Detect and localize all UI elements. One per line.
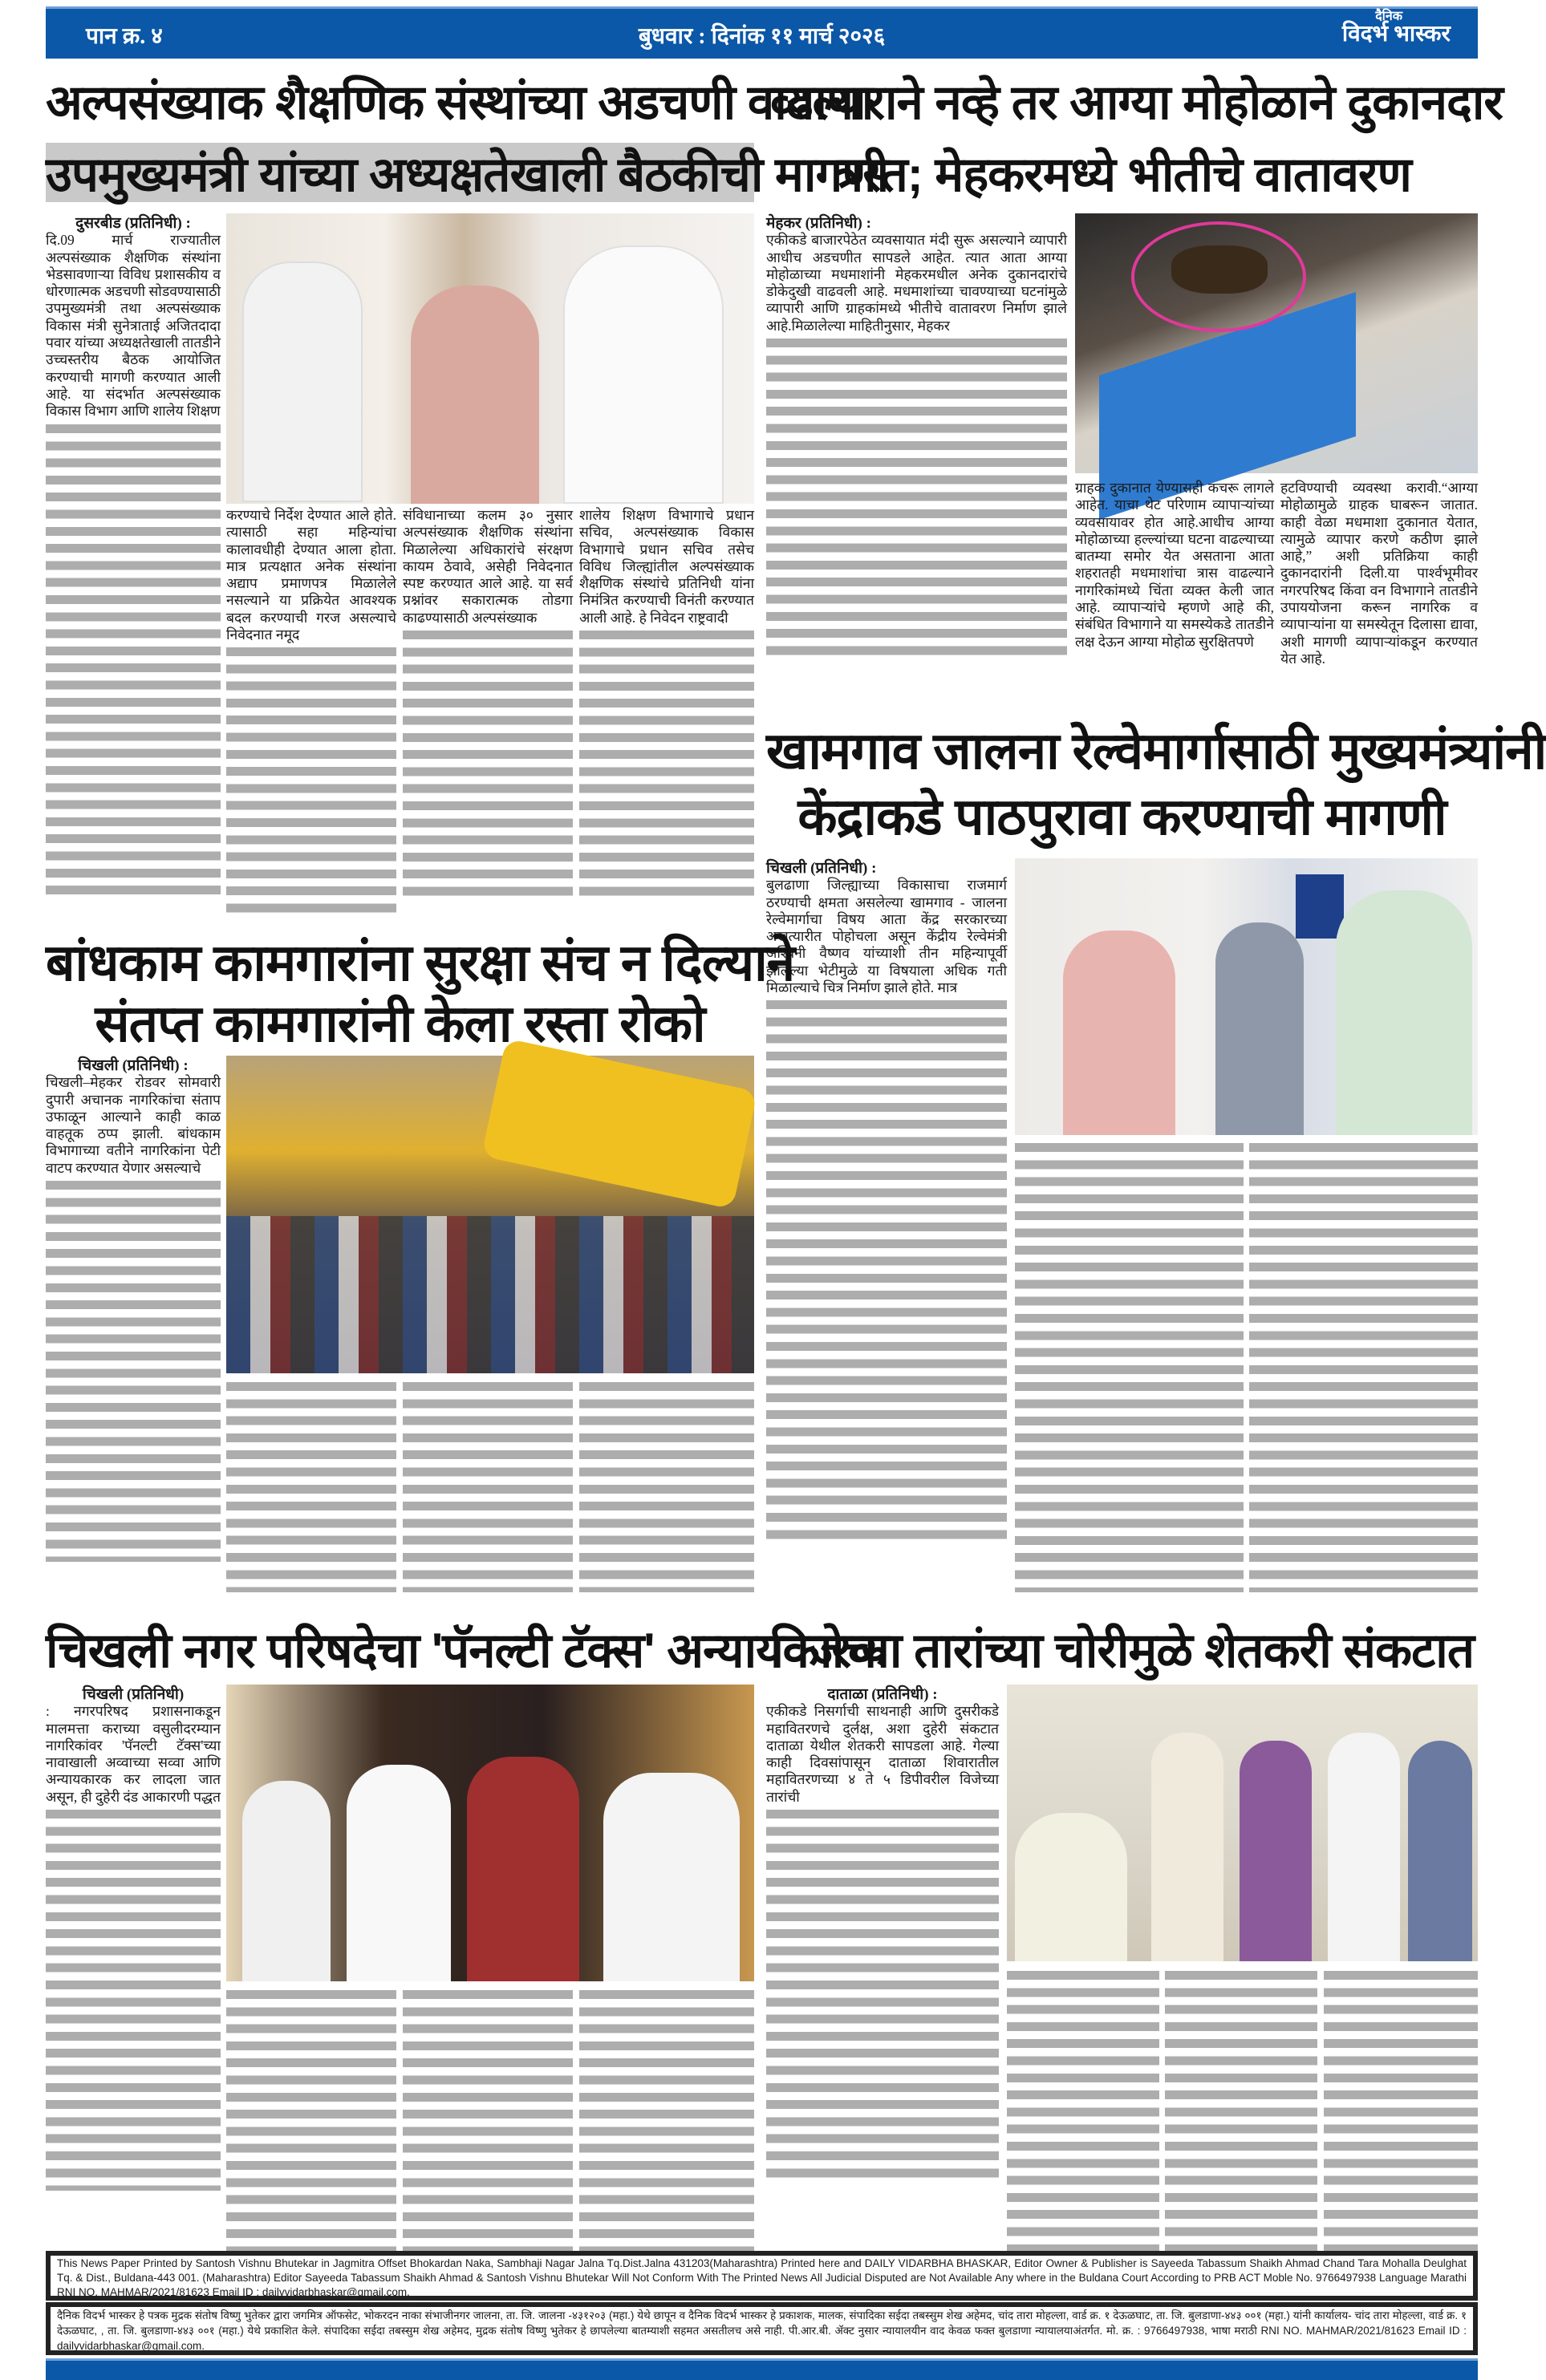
photo-meeting-memorandum [226,213,754,504]
article-column: ग्राहक दुकानात येण्यासही कचरू लागले आहेत. याचा थेट परिणाम व्यापाऱ्यांच्या व्यवसायावर होत आहे.आधीच आग्या मोहोळाच्या हल्ल्यांच्या घटना वाढल्याच्या बातम्या समोर येत असताना आता शहरातही मधमाशांचा त्रास वाढल्याने नागरिकांमध्ये चिंता व्यक्त केली जात आहे. व्यापाऱ्यांचे म्हणणे आहे की, संबंधित विभागाने या समस्येकडे तातडीने लक्ष देऊन आग्या मोहोळ सुरक्षितपणे [1075,480,1274,650]
imprint-marathi: दैनिक विदर्भ भास्कर हे पत्रक मुद्रक संतोष विष्णु भुतेकर द्वारा जगमित्र ऑफसेट, भोकरदन नाका संभाजीनगर जालना, ता. जि. जालना -४३१२०३ (महा.) येथे छापून व दैनिक विदर्भ भास्कर हे प्रकाशक, मालक, संपादिका सईदा तबस्सुम शेख अहेमद, चांद तारा मोहल्ला, वार्ड क्र. १ देऊळघाट, ता. जि. बुलडाणा-४४३ ००१ (महा.) यांनी कार्यालय- चांद तारा मोहल्ला, वार्ड क्र. १ देऊळघाट, , ता. जि. बुलडाणा-४४३ ००१ (महा.) येथे प्रकाशित केले. संपादिका सईदा तबस्सुम शेख अहेमद, मुद्रक संतोष विष्णु भुतेकर हे छापलेल्या बातम्याशी सहमत असतीलच असे नाही. पी.आर.बी. ॲक्ट नुसार न्यायालयीन वाद केवळ फक्त बुलडाणा न्यायालयाअंतर्गत. मो. क्र. : 9766497938, भाषा मराठी RNI NO. MAHMAR/2021/81623 Email ID : dailyvidarbhaskar@gmail.com. [46,2302,1478,2355]
article-body-continued [579,1378,754,1592]
bottom-bar [46,2358,1478,2380]
article-lead-column: दाताळा (प्रतिनिधी) : एकीकडे निसर्गाची साथनाही आणि दुसरीकडे महावितरणचे दुर्लक्ष, अशा दुहेरी संकटात दाताळा येथील शेतकरी सापडला आहे. गेल्या काही दिवसांपासून दाताळा शिवारातील महावितरणच्या ४ ते ५ डिपीवरील विजेच्या तारांची [766,1686,999,2257]
article-lead-column: चिखली (प्रतिनिधी) : चिखली–मेहकर रोडवर सोमवारी दुपारी अचानक नागरिकांचा संताप उफाळून आल्याने काही काळ वाहतूक ठप्प झाली. बांधकाम विभागाच्या वतीने नागरिकांना पेटी वाटप करण्यात येणार असल्याचे [46,1057,221,1592]
newspaper-logo: दैनिक विदर्भ भास्कर [1341,10,1451,47]
headline-khamgaon-jalna-railway-line2: केंद्राकडे पाठपुरावा करण्याची मागणी [797,788,1447,845]
photo-penalty-tax-memorandum [226,1685,754,1981]
headline-khamgaon-jalna-railway: खामगाव जालना रेल्वेमार्गासाठी मुख्यमंत्र्यांनी [766,722,1546,780]
subheadline-meeting-demand: उपमुख्यमंत्री यांच्या अध्यक्षतेखाली बैठकीची मागणी [46,143,754,202]
dateline: चिखली (प्रतिनिधी) [82,1686,185,1703]
article-body-continued [766,996,1007,1542]
article-body-continued [1015,1139,1244,1592]
article-body-continued [46,1177,221,1562]
headline-construction-workers: बांधकाम कामगारांना सुरक्षा संच न दिल्याने [46,934,795,991]
headline-wire-theft: विजेच्या तारांच्या चोरीमुळे शेतकरी संकटात [769,1624,1475,1677]
article-lead-column: चिखली (प्रतिनिधी) : बुलढाणा जिल्ह्याच्या विकासाचा राजमार्ग ठरण्याची क्षमता असलेल्या खामगाव - जालना रेल्वेमार्गाचा विषय आता केंद्र सरकारच्या अखत्यारीत पोहोचला असून केंद्रीय रेल्वेमंत्री अश्विनी वैष्णव यांच्याशी तीन महिन्यापूर्वी झालेल्या भेटीमुळे या विषयाला अधिक गती मिळाल्याचे चित्र निर्माण झाले होते. मात्र [766,860,1007,1591]
dateline: चिखली (प्रतिनिधी) : [78,1057,189,1074]
dateline: दुसरबीड (प्रतिनिधी) : [75,215,191,232]
article-body-continued [46,420,221,902]
article-body-continued [403,1986,573,2257]
imprint-english: This News Paper Printed by Santosh Vishnu Bhutekar in Jagmitra Offset Bhokardan Naka, Sambhaji Nagar Jalna Tq.Dist.Jalna 431203(Maharashtra) Printed here and DAILY VIDARBHA BHASKAR, Editor Owner & Publisher is Sayeeda Tabassum Shaikh Ahmad Chand Tara Mohalla Deulghat Tq. & Dist., Buldana-443 001. (Maharashtra) Editor Sayeeda Tabassum Shaikh Ahmad & Santosh Vishnu Bhutekar Will Not Conform With The Printed News All Judicial Disputed are Not Available Any where in the Buldana Court According to PRB ACT Moble No. 9766497938 Language Marathi RNI NO. MAHMAR/2021/81623 Email ID : dailyvidarbhaskar@gmail.com. [46,2251,1478,2301]
photo-bee-hive [1075,213,1478,473]
masthead-bar [46,6,1478,59]
article-lead-column: चिखली (प्रतिनिधी) : नगरपरिषद प्रशासनाकडून मालमत्ता कराच्या वसुलीदरम्यान नागरिकांवर 'पॅनल्टी टॅक्स'च्या नावाखाली अव्वाच्या सव्वा आणि अन्यायकारक कर लादला जात असून, ही दुहेरी दंड आकारणी पद्धत [46,1686,221,2257]
article-body-continued [766,334,1067,655]
dateline: दाताळा (प्रतिनिधी) : [827,1686,938,1703]
article-lead-column: मेहकर (प्रतिनिधी) : एकीकडे बाजारपेठेत व्यवसायात मंदी सुरू असल्याने व्यापारी आधीच अडचणीत सापडले आहेत. त्यात आता आग्या मोहोळाच्या मधमाशांनी मेहकरमधील अनेक दुकानदारांचे डोकेदुखी वाढवली आहे. मधमाशांच्या चावण्याच्या घटनांमुळे व्यापारी आणि ग्राहकांमध्ये भीतीचे वातावरण निर्माण झाले आहे.मिळालेल्या माहितीनुसार, मेहकर [766,215,1067,696]
article-lead-column: दुसरबीड (प्रतिनिधी) : दि.09 मार्च राज्यातील अल्पसंख्याक शैक्षणिक संस्थांना भेडसावणाऱ्या विविध प्रशासकीय व धोरणात्मक अडचणी सोडवण्यासाठी उपमुख्यमंत्री तथा अल्पसंख्याक विकास मंत्री सुनेत्राताई अजितदादा पवार यांच्या अध्यक्षतेखाली तातडीने उच्चस्तरीय बैठक आयोजित करण्याची मागणी करण्यात आली आहे. या संदर्भात अल्पसंख्याक विकास विभाग आणि शालेय शिक्षण [46,215,221,913]
article-column: करण्याचे निर्देश देण्यात आले होते. त्यासाठी सहा महिन्यांचा कालावधीही देण्यात आला होता. मात्र प्रत्यक्षात अनेक संस्थांना अद्याप प्रमाणपत्र मिळालेले नसल्याने या प्रक्रियेत आवश्यक बदल करण्याची गरज असल्याचे निवेदनात नमूद [226,507,396,912]
article-column: संविधानाच्या कलम ३० नुसार अल्पसंख्याक शैक्षणिक संस्थांना मिळालेल्या अधिकारांचे संरक्षण कायम ठेवावे, असेही निवेदनात स्पष्ट करण्यात आले आहे. या सर्व प्रश्नांवर सकारात्मक तोडगा काढण्यासाठी अल्पसंख्याक [403,507,573,912]
photo-railway-memorandum [1015,858,1478,1135]
photo-farmers-meeting [1007,1685,1478,1961]
headline-construction-workers-line2: संतप्त कामगारांनी केला रस्ता रोको [95,995,705,1052]
article-body-continued [403,626,573,899]
article-column: शालेय शिक्षण विभागाचे प्रधान सचिव, अल्पसंख्याक विकास विभागाचे प्रधान सचिव तसेच विविध जिल्ह्यांतील अल्पसंख्याक शैक्षणिक संस्थांचे प्रतिनिधी यांना निमंत्रित करण्याची विनंती करण्यात आली आहे. हे निवेदन राष्ट्रवादी [579,507,754,912]
page-number: पान क्र. ४ [86,24,163,49]
article-body-continued [766,1806,999,2183]
issue-date: बुधवार : दिनांक ११ मार्च २०२६ [638,24,886,49]
article-body-continued [579,626,754,899]
article-body-continued [403,1378,573,1592]
article-body-continued [1324,1967,1478,2257]
dateline: चिखली (प्रतिनिधी) : [766,860,877,877]
article-body-continued [1007,1967,1159,2257]
article-body-continued [226,1378,396,1592]
article-body-continued [579,1986,754,2257]
headline-penalty-tax: चिखली नगर परिषदेचा 'पॅनल्टी टॅक्स' अन्यायकारक [46,1624,887,1677]
headline-minority-institutions: अल्पसंख्याक शैक्षणिक संस्थांच्या अडचणी वाढल्या [46,75,874,129]
article-body-continued [226,643,396,916]
article-column: हटविण्याची व्यवस्था करावी.“आग्या मोहोळामुळे ग्राहक घाबरून जातात. काही वेळा मधमाशा दुकानात येतात, त्यामुळे व्यापार करणे कठीण झाले आहे,” अशी प्रतिक्रिया काही दुकानदारांनी दिली.या पार्श्वभूमीवर नगरपरिषद किंवा वन विभागाने तातडीने उपाययोजना करून नागरिक व व्यापाऱ्यांना या समस्येतून दिलासा द्यावा, अशी मागणी व्यापाऱ्यांकडून करण्यात येत आहे. [1280,480,1478,667]
photo-road-blockade [226,1056,754,1373]
article-body-continued [1165,1967,1317,2257]
headline-bee-hive-shopkeepers: व्यापाराने नव्हे तर आग्या मोहोळाने दुकानदार [770,75,1503,129]
subheadline-fear-in-mehkar: त्रस्त; मेहकरमध्ये भीतीचे वातावरण [837,148,1411,201]
article-body-continued [226,1986,396,2257]
article-body-continued [1249,1139,1478,1592]
dateline: मेहकर (प्रतिनिधी) : [766,215,871,232]
article-body-continued [46,1806,221,2191]
highlight-circle [1131,221,1306,332]
